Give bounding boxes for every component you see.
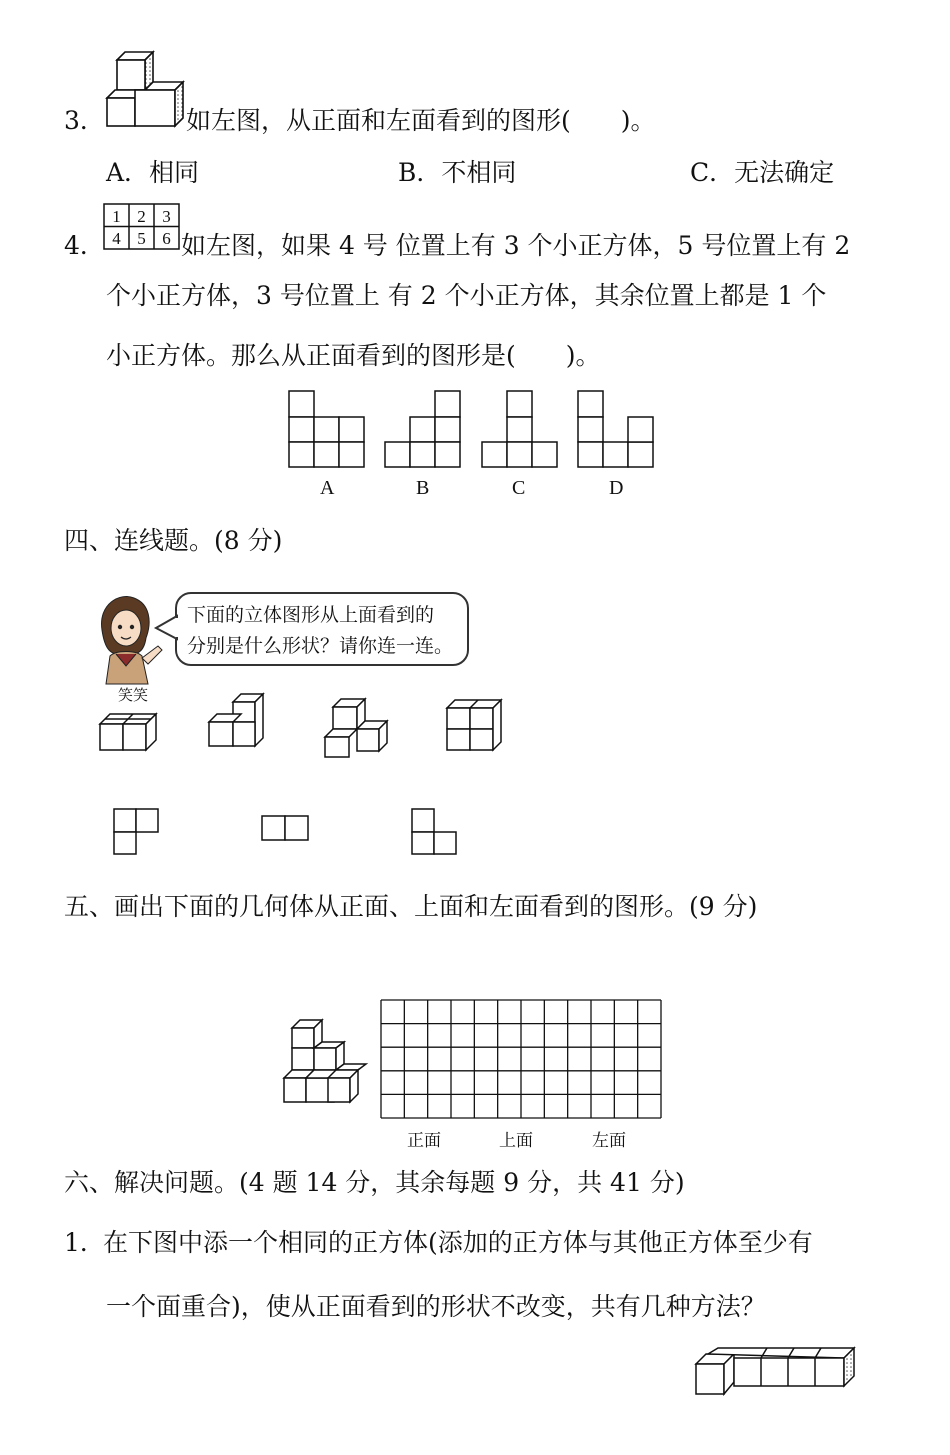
section5-solid	[282, 1018, 372, 1108]
section6-title: 六、解决问题。(4 题 14 分，其余每题 9 分，共 41 分)	[64, 1168, 685, 1197]
grid-label-front: 正面	[407, 1131, 441, 1151]
top-view-shape-1	[113, 808, 163, 858]
q4-choice-d-shape	[577, 390, 657, 470]
section6-cube-row	[694, 1346, 858, 1398]
grid-number-3: 3	[162, 207, 171, 226]
solid-2	[207, 692, 267, 748]
solid-1	[98, 708, 160, 752]
section6-q1-number: 1．	[64, 1228, 105, 1257]
q3-option-c: C．无法确定	[690, 158, 835, 187]
grid-number-2: 2	[137, 207, 146, 226]
q4-position-grid	[103, 203, 181, 251]
q4-line3: 小正方体。那么从正面看到的图形是( )。	[106, 341, 601, 370]
q4-line2: 个小正方体，3 号位置上 有 2 个小正方体，其余位置上都是 1 个	[106, 281, 827, 310]
q4-line1: 如左图，如果 4 号 位置上有 3 个小正方体，5 号位置上有 2	[181, 231, 851, 260]
top-view-shape-2	[261, 815, 311, 845]
solid-4	[445, 698, 505, 754]
q4-label-b: B	[416, 477, 430, 499]
q4-choice-b-shape	[384, 390, 464, 470]
q3-cube-figure	[105, 50, 187, 130]
section4-title: 四、连线题。(8 分)	[64, 526, 283, 555]
speech-bubble-tail	[155, 615, 179, 641]
grid-number-4: 4	[112, 229, 121, 248]
girl-character-illustration	[92, 592, 172, 692]
q4-choice-a-shape	[288, 390, 368, 470]
top-view-shape-3	[411, 808, 461, 858]
character-name: 笑笑	[118, 686, 149, 704]
q4-number: 4．	[64, 231, 105, 260]
section6-q1-line2: 一个面重合)，使从正面看到的形状不改变，共有几种方法？	[106, 1292, 766, 1321]
q3-number: 3．	[64, 106, 105, 135]
q4-label-a: A	[320, 477, 335, 499]
q4-choice-c-shape	[481, 390, 561, 470]
speech-bubble-text	[187, 600, 453, 662]
grid-label-top: 上面	[499, 1131, 533, 1151]
grid-number-6: 6	[162, 229, 171, 248]
grid-label-left: 左面	[592, 1131, 626, 1151]
bubble-line1: 下面的立体图形从上面看到的	[187, 604, 435, 626]
grid-number-5: 5	[137, 229, 146, 248]
q3-option-b: B．不相同	[398, 158, 517, 187]
q4-label-d: D	[609, 477, 624, 499]
drawing-grid[interactable]	[380, 999, 662, 1119]
section6-q1-line1: 在下图中添一个相同的正方体(添加的正方体与其他正方体至少有	[103, 1228, 813, 1257]
section5-title: 五、画出下面的几何体从正面、上面和左面看到的图形。(9 分)	[64, 892, 758, 921]
bubble-line2: 分别是什么形状？请你连一连。	[187, 635, 454, 657]
q3-question-text: 如左图，从正面和左面看到的图形( )。	[186, 106, 656, 135]
q4-label-c: C	[512, 477, 526, 499]
solid-3	[323, 697, 391, 759]
grid-number-1: 1	[112, 207, 121, 226]
q3-option-a: A．相同	[106, 158, 200, 187]
